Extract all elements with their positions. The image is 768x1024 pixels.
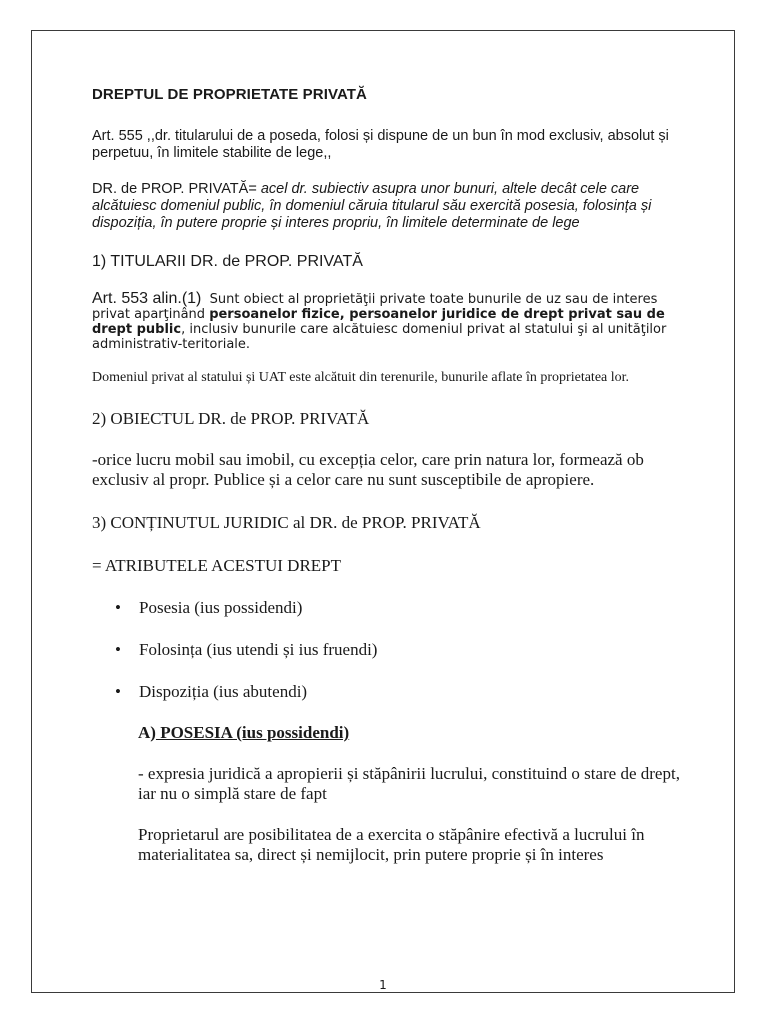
section-2-heading: 2) OBIECTUL DR. de PROP. PRIVATĂ [92,409,370,428]
list-item [92,682,692,702]
list-item [92,598,692,618]
art-553-bold: persoanelor fizice, persoanelor juridice de drept privat sau de drept public [92,307,665,337]
definition-paragraph [92,181,692,232]
attributes-list [92,598,692,702]
subsection-a-title: POSESIA (ius possidendi) [155,723,350,742]
art-553-lead: Art. 553 alin.(1) [92,290,202,307]
bullet-icon: • [115,682,121,701]
attribute-label: Folosința (ius utendi și ius fruendi) [139,640,378,659]
document-title: DREPTUL DE PROPRIETATE PRIVATĂ [92,86,367,103]
art-553-text-2: , inclusiv bunurile care alcătuiesc domeniul privat al statului şi al unităţilor administrativ-teritoriale. [92,322,667,352]
document-page [31,30,735,993]
posesia-definition: - expresia juridică a apropierii și stăpânirii lucrului, constituind o stare de drept, iar nu o simplă stare de fapt [138,764,680,803]
attribute-label: Dispoziția (ius abutendi) [139,682,308,701]
subsection-a-heading [138,723,692,743]
attribute-label: Posesia (ius possidendi) [139,598,303,617]
art-555-paragraph: Art. 555 ,,dr. titularului de a poseda, folosi și dispune de un bun în mod exclusiv, absolut și perpetuu, în limitele stabilite de lege,, [92,128,669,161]
attributes-heading: = ATRIBUTELE ACESTUI DREPT [92,556,342,575]
definition-label: DR. de PROP. PRIVATĂ= [92,181,257,197]
bullet-icon: • [115,640,121,659]
definition-text: acel dr. subiectiv asupra unor bunuri, altele decât cele care alcătuiesc domeniul public, în domeniul căruia titularul său exercită posesia, folosința și dispoziția, în putere proprie și interes propriu, în limitele determinate de lege [92,181,652,231]
art-553-text-1: Sunt obiect al proprietăţii private toate bunurile de uz sau de interes privat aparţinând [92,292,658,322]
section-2-text: -orice lucru mobil sau imobil, cu excepția celor, care prin natura lor, formează ob exclusiv al propr. Publice și a celor care nu sunt susceptibile de apropiere. [92,450,644,489]
bullet-icon: • [115,598,121,617]
section-3-heading: 3) CONȚINUTUL JURIDIC al DR. de PROP. PRIVATĂ [92,513,481,532]
list-item [92,640,692,660]
document-body [92,86,692,865]
section-1-heading: 1) TITULARII DR. de PROP. PRIVATĂ [92,253,363,270]
art-553-paragraph [92,291,692,352]
subsection-a-prefix: A) [138,723,156,742]
posesia-text: Proprietarul are posibilitatea de a exercita o stăpânire efectivă a lucrului în materialitatea sa, direct și nemijlocit, prin putere proprie și în interes [138,825,645,864]
page-number: 1 [379,978,387,992]
domeniu-privat-paragraph: Domeniul privat al statului și UAT este alcătuit din terenurile, bunurile aflate în proprietatea lor. [92,370,630,385]
